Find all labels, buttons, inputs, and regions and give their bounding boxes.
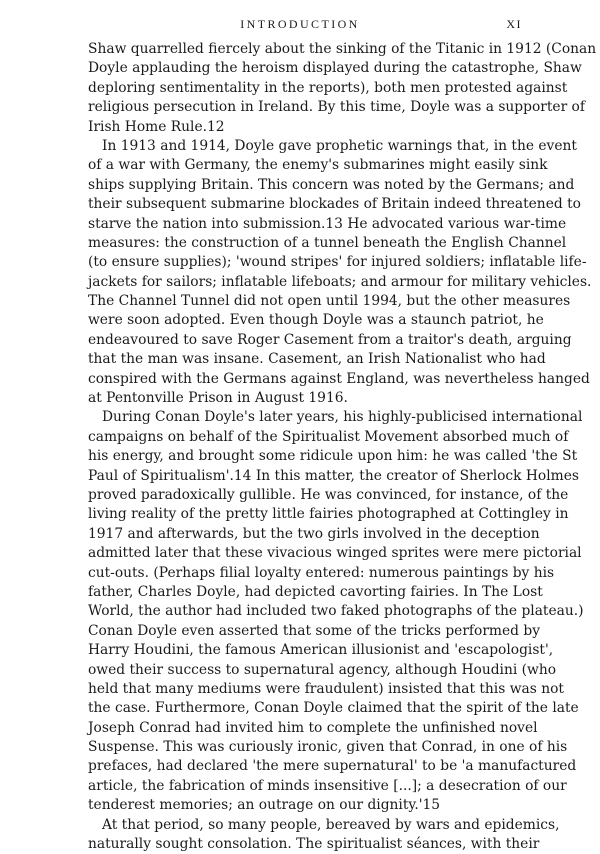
page-header <box>0 17 600 37</box>
text-line: conspired with the Germans against England, was nevertheless hanged <box>88 370 590 387</box>
text-line: In 1913 and 1914, Doyle gave prophetic warnings that, in the event <box>102 137 577 154</box>
text-line: cut-outs. (Perhaps filial loyalty entered: numerous paintings by his <box>88 564 555 581</box>
running-head: INTRODUCTION <box>240 17 360 31</box>
text-line: article, the fabrication of minds insensitive [...]; a desecration of our <box>88 777 567 794</box>
text-line: their subsequent submarine blockades of Britain indeed threatened to <box>88 196 581 213</box>
text-line: held that many mediums were fraudulent) insisted that this was not <box>88 680 564 697</box>
text-line: deploring sentimentality in the reports), both men protested against <box>88 79 568 96</box>
text-line: Conan Doyle even asserted that some of the tricks performed by <box>88 622 541 639</box>
paragraph <box>88 408 584 815</box>
text-line: admitted later that these vivacious winged sprites were mere pictorial <box>88 545 582 562</box>
text-line: Paul of Spiritualism'.14 In this matter, the creator of Sherlock Holmes <box>88 467 579 484</box>
text-line: living reality of the pretty little fairies photographed at Cottingley in <box>88 506 569 523</box>
text-line: religious persecution in Ireland. By this time, Doyle was a supporter of <box>88 99 585 116</box>
text-line: the case. Furthermore, Conan Doyle claimed that the spirit of the late <box>88 700 579 717</box>
text-line: his energy, and brought some ridicule upon him: he was called 'the St <box>88 448 578 465</box>
text-line: proved paradoxically gullible. He was convinced, for instance, of the <box>88 486 569 503</box>
body-text <box>88 40 597 854</box>
text-line: Harry Houdini, the famous American illusionist and 'escapologist', <box>88 642 554 659</box>
text-line: Shaw quarrelled fiercely about the sinking of the Titanic in 1912 (Conan <box>88 41 597 57</box>
text-line: of a war with Germany, the enemy's submarines might easily sink <box>88 157 548 174</box>
paragraph <box>88 137 592 408</box>
text-line: (to ensure supplies); 'wound stripes' for injured soldiers; inflatable life- <box>88 254 587 271</box>
text-line: World, the author had included two faked photographs of the plateau.) <box>88 603 584 620</box>
text-line: prefaces, had declared 'the mere supernatural' to be 'a manufactured <box>88 758 577 775</box>
paragraph <box>88 816 560 854</box>
paragraph <box>88 40 597 137</box>
text-line: The Channel Tunnel did not open until 1994, but the other measures <box>88 293 571 310</box>
text-line: Irish Home Rule.12 <box>88 118 225 135</box>
text-line: tenderest memories; an outrage on our dignity.'15 <box>88 797 441 814</box>
text-line: During Conan Doyle's later years, his highly-publicised international <box>102 409 583 426</box>
text-line: campaigns on behalf of the Spiritualist Movement absorbed much of <box>88 428 569 445</box>
text-line: naturally sought consolation. The spiritualist séances, with their <box>88 836 540 853</box>
text-line: measures: the construction of a tunnel beneath the English Channel <box>88 234 567 251</box>
text-line: jackets for sailors; inflatable lifeboats; and armour for military vehicles. <box>88 273 592 290</box>
text-line: were soon adopted. Even though Doyle was a staunch patriot, he <box>88 312 544 329</box>
text-line: owed their success to supernatural agency, although Houdini (who <box>88 661 557 678</box>
text-line: Doyle applauding the heroism displayed during the catastrophe, Shaw <box>88 60 582 77</box>
text-line: At that period, so many people, bereaved by wars and epidemics, <box>102 816 560 833</box>
text-line: that the man was insane. Casement, an Irish Nationalist who had <box>88 351 546 368</box>
text-line: 1917 and afterwards, but the two girls involved in the deception <box>88 525 540 542</box>
text-line: ships supplying Britain. This concern was noted by the Germans; and <box>88 176 575 193</box>
text-line: Suspense. This was curiously ironic, given that Conrad, in one of his <box>88 739 568 756</box>
text-line: father, Charles Doyle, had depicted cavorting fairies. In The Lost <box>88 583 543 600</box>
text-line: starve the nation into submission.13 He advocated various war-time <box>88 215 567 232</box>
page-number: XI <box>506 17 522 31</box>
text-line: endeavoured to save Roger Casement from a traitor's death, arguing <box>88 331 572 348</box>
text-line: at Pentonville Prison in August 1916. <box>88 390 348 407</box>
text-line: Joseph Conrad had invited him to complete the unfinished novel <box>88 719 538 736</box>
